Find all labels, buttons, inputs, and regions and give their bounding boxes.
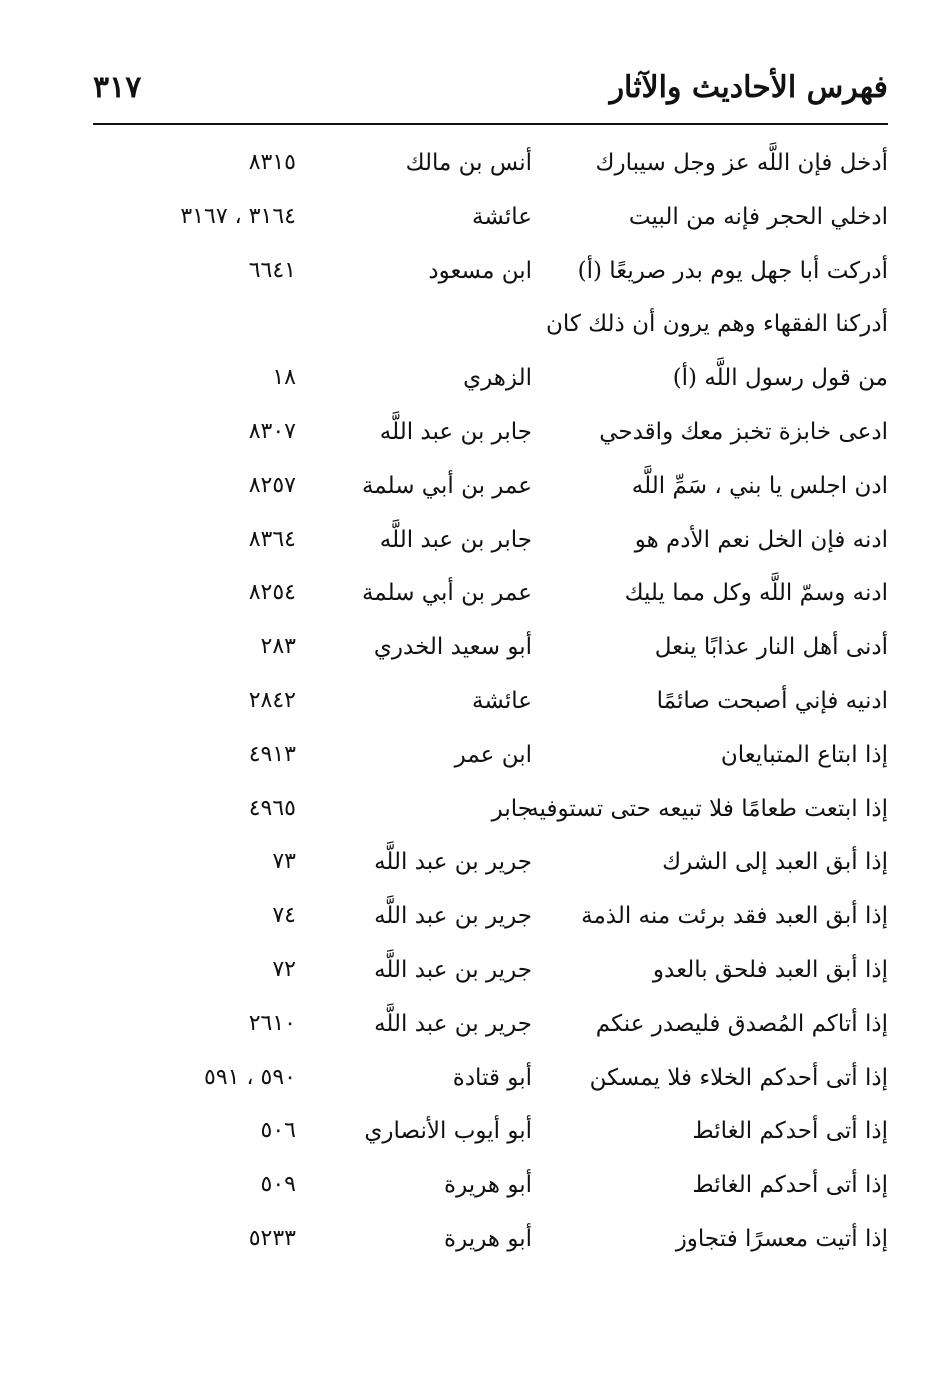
reference-numbers: ٨٣٠٧ [248,418,296,444]
reference-numbers: ٧٢ [272,956,296,982]
reference-numbers: ٥٠٩ [260,1172,296,1198]
index-entry [93,1162,888,1216]
hadith-text: إذا أتاكم المُصدق فليصدر عنكم [595,1010,888,1037]
hadith-text: من قول رسول اللَّه (أ) [672,365,888,392]
hadith-text: إذا أبق العبد فقد برئت منه الذمة [581,903,888,930]
narrator: جابر بن عبد اللَّه [379,526,532,553]
hadith-text: ادنه فإن الخل نعم الأدم هو [634,526,888,553]
narrator: جابر بن عبد اللَّه [379,418,532,445]
narrator: ابن مسعود [428,257,532,284]
header-divider [93,123,888,125]
page-header [93,64,888,124]
hadith-text: إذا ابتعت طعامًا فلا تبيعه حتى تستوفيه [527,795,888,822]
hadith-text: إذا أتى أحدكم الخلاء فلا يمسكن [589,1064,888,1091]
narrator: جرير بن عبد اللَّه [374,956,532,983]
narrator: جرير بن عبد اللَّه [374,903,532,930]
hadith-text: أدخل فإن اللَّه عز وجل سيبارك [595,150,888,176]
reference-numbers: ٥٢٣٣ [248,1225,296,1251]
index-entry [93,732,888,786]
reference-numbers: ١٨ [272,365,296,391]
hadith-text: ادنه وسمّ اللَّه وكل مما يليك [624,580,888,607]
reference-numbers: ٥٠٦ [260,1118,296,1144]
index-entry [93,301,888,355]
narrator: الزهري [463,365,532,392]
reference-numbers: ٢٨٤٢ [248,687,296,713]
hadith-text: ادعى خابزة تخبز معك واقدحي [599,418,888,445]
hadith-index-list [93,140,888,1270]
page-title: فهرس الأحاديث والآثار [609,70,888,105]
reference-numbers: ٢٨٣ [260,634,296,660]
narrator: ابن عمر [454,741,532,768]
hadith-text: أدنى أهل النار عذابًا ينعل [654,634,888,661]
reference-numbers: ٨٣١٥ [248,150,296,175]
reference-numbers: ٨٢٥٧ [248,472,296,498]
index-entry [93,1216,888,1270]
reference-numbers: ٨٣٦٤ [248,526,296,552]
index-entry [93,1108,888,1162]
index-entry [93,1055,888,1109]
narrator: أنس بن مالك [405,150,532,176]
index-entry [93,409,888,463]
reference-numbers: ٢٦١٠ [248,1010,296,1036]
hadith-text: إذا أبق العبد فلحق بالعدو [652,956,888,983]
index-entry [93,355,888,409]
hadith-text: ادنيه فإني أصبحت صائمًا [656,687,888,714]
narrator: أبو هريرة [444,1172,532,1199]
hadith-text: ادخلي الحجر فإنه من البيت [628,203,888,230]
narrator: جرير بن عبد اللَّه [374,1010,532,1037]
reference-numbers: ٨٢٥٤ [248,580,296,606]
reference-numbers: ٤٩٦٥ [248,795,296,821]
hadith-text: إذا ابتاع المتبايعان [720,741,888,768]
hadith-text: إذا أتيت معسرًا فتجاوز [675,1225,888,1252]
reference-numbers: ٤٩١٣ [248,741,296,767]
narrator: أبو سعيد الخدري [373,634,532,661]
hadith-text: إذا أتى أحدكم الغائط [692,1118,888,1145]
index-entry [93,463,888,517]
page-number: ٣١٧ [93,70,142,105]
narrator: عائشة [472,687,532,714]
hadith-text: أدركت أبا جهل يوم بدر صريعًا (أ) [577,257,888,284]
reference-numbers: ٧٣ [272,849,296,875]
index-entry [93,839,888,893]
index-entry [93,893,888,947]
index-entry [93,1001,888,1055]
index-entry [93,194,888,248]
narrator: أبو قتادة [452,1064,532,1091]
reference-numbers: ٥٩٠ ، ٥٩١ [204,1064,296,1090]
index-entry [93,624,888,678]
hadith-text: أدركنا الفقهاء وهم يرون أن ذلك كان [546,311,888,338]
narrator: جرير بن عبد اللَّه [374,849,532,876]
narrator: عمر بن أبي سلمة [361,580,532,607]
reference-numbers: ٧٤ [272,903,296,929]
narrator: عائشة [472,203,532,230]
index-entry [93,248,888,302]
reference-numbers: ٦٦٤١ [248,257,296,283]
reference-numbers: ٣١٦٤ ، ٣١٦٧ [180,203,296,229]
hadith-text: إذا أبق العبد إلى الشرك [662,849,888,876]
narrator: أبو أيوب الأنصاري [364,1118,532,1145]
index-entry [93,678,888,732]
hadith-text: إذا أتى أحدكم الغائط [692,1172,888,1199]
narrator: أبو هريرة [444,1225,532,1252]
index-entry [93,517,888,571]
narrator: عمر بن أبي سلمة [361,472,532,499]
index-entry [93,786,888,840]
index-entry [93,570,888,624]
index-entry [93,947,888,1001]
hadith-text: ادن اجلس يا بني ، سَمِّ اللَّه [631,472,888,499]
index-entry [93,140,888,194]
narrator: جابر [491,795,532,822]
